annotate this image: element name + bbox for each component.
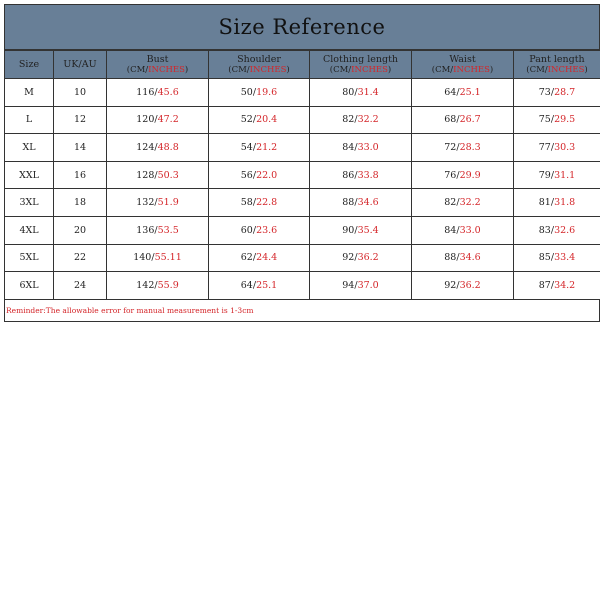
header-waist [412, 51, 514, 79]
measure-cell: 94/37.0 [310, 272, 412, 300]
measure-cell: 140/55.11 [107, 244, 209, 272]
measure-cell: 83/32.6 [514, 216, 600, 244]
ukau-cell: 24 [54, 272, 107, 300]
table-row [5, 134, 600, 162]
header-bust [107, 51, 209, 79]
header-unit: (CM/INCHES) [126, 64, 189, 75]
table-header-row [5, 51, 600, 79]
ukau-cell: 10 [54, 79, 107, 107]
header-label: Clothing length [322, 53, 399, 65]
measure-cell: 73/28.7 [514, 79, 600, 107]
table-row [5, 272, 600, 300]
measure-cell: 136/53.5 [107, 216, 209, 244]
measure-cell: 82/32.2 [310, 106, 412, 134]
measure-cell: 77/30.3 [514, 134, 600, 162]
measure-cell: 86/33.8 [310, 161, 412, 189]
measure-cell: 56/22.0 [209, 161, 310, 189]
ukau-cell: 20 [54, 216, 107, 244]
header-label: Waist [449, 53, 476, 65]
measure-cell: 68/26.7 [412, 106, 514, 134]
measure-cell: 64/25.1 [209, 272, 310, 300]
measure-cell: 60/23.6 [209, 216, 310, 244]
size-cell: XL [5, 134, 54, 162]
measure-cell: 92/36.2 [310, 244, 412, 272]
measure-cell: 72/28.3 [412, 134, 514, 162]
measure-cell: 80/31.4 [310, 79, 412, 107]
measure-cell: 82/32.2 [412, 189, 514, 217]
ukau-cell: 18 [54, 189, 107, 217]
header-label: Pant length [529, 53, 585, 65]
measure-cell: 87/34.2 [514, 272, 600, 300]
measure-cell: 90/35.4 [310, 216, 412, 244]
measure-cell: 88/34.6 [412, 244, 514, 272]
table-row [5, 216, 600, 244]
page-title: Size Reference [4, 4, 600, 50]
header-unit: (CM/INCHES) [228, 64, 290, 75]
measure-cell: 79/31.1 [514, 161, 600, 189]
measure-cell: 76/29.9 [412, 161, 514, 189]
header-label: Bust [146, 53, 169, 65]
table-row [5, 106, 600, 134]
size-cell: 6XL [5, 272, 54, 300]
measure-cell: 58/22.8 [209, 189, 310, 217]
size-cell: 4XL [5, 216, 54, 244]
measure-cell: 84/33.0 [310, 134, 412, 162]
table-row [5, 189, 600, 217]
ukau-cell: 12 [54, 106, 107, 134]
measure-cell: 54/21.2 [209, 134, 310, 162]
header-pant-length [514, 51, 600, 79]
measure-cell: 62/24.4 [209, 244, 310, 272]
size-chart [4, 4, 600, 322]
header-size: Size [5, 51, 54, 79]
measure-cell: 142/55.9 [107, 272, 209, 300]
measure-cell: 64/25.1 [412, 79, 514, 107]
table-row [5, 161, 600, 189]
ukau-cell: 16 [54, 161, 107, 189]
measure-cell: 84/33.0 [412, 216, 514, 244]
size-cell: 5XL [5, 244, 54, 272]
measure-cell: 85/33.4 [514, 244, 600, 272]
header-unit: (CM/INCHES) [431, 64, 494, 75]
size-table [4, 50, 600, 300]
measure-cell: 124/48.8 [107, 134, 209, 162]
measure-cell: 132/51.9 [107, 189, 209, 217]
measure-cell: 50/19.6 [209, 79, 310, 107]
size-cell: XXL [5, 161, 54, 189]
size-cell: 3XL [5, 189, 54, 217]
measure-cell: 81/31.8 [514, 189, 600, 217]
header-unit: (CM/INCHES) [526, 64, 588, 75]
header-shoulder [209, 51, 310, 79]
table-row [5, 244, 600, 272]
ukau-cell: 22 [54, 244, 107, 272]
table-row [5, 79, 600, 107]
header-unit: (CM/INCHES) [329, 64, 392, 75]
header-ukau: UK/AU [54, 51, 107, 79]
header-label: Shoulder [237, 53, 281, 65]
measure-cell: 75/29.5 [514, 106, 600, 134]
ukau-cell: 14 [54, 134, 107, 162]
header-clothing-length [310, 51, 412, 79]
measure-cell: 88/34.6 [310, 189, 412, 217]
reminder-note: Reminder:The allowable error for manual measurement is 1-3cm [4, 300, 600, 322]
size-cell: L [5, 106, 54, 134]
measure-cell: 92/36.2 [412, 272, 514, 300]
size-cell: M [5, 79, 54, 107]
measure-cell: 120/47.2 [107, 106, 209, 134]
measure-cell: 116/45.6 [107, 79, 209, 107]
measure-cell: 52/20.4 [209, 106, 310, 134]
measure-cell: 128/50.3 [107, 161, 209, 189]
